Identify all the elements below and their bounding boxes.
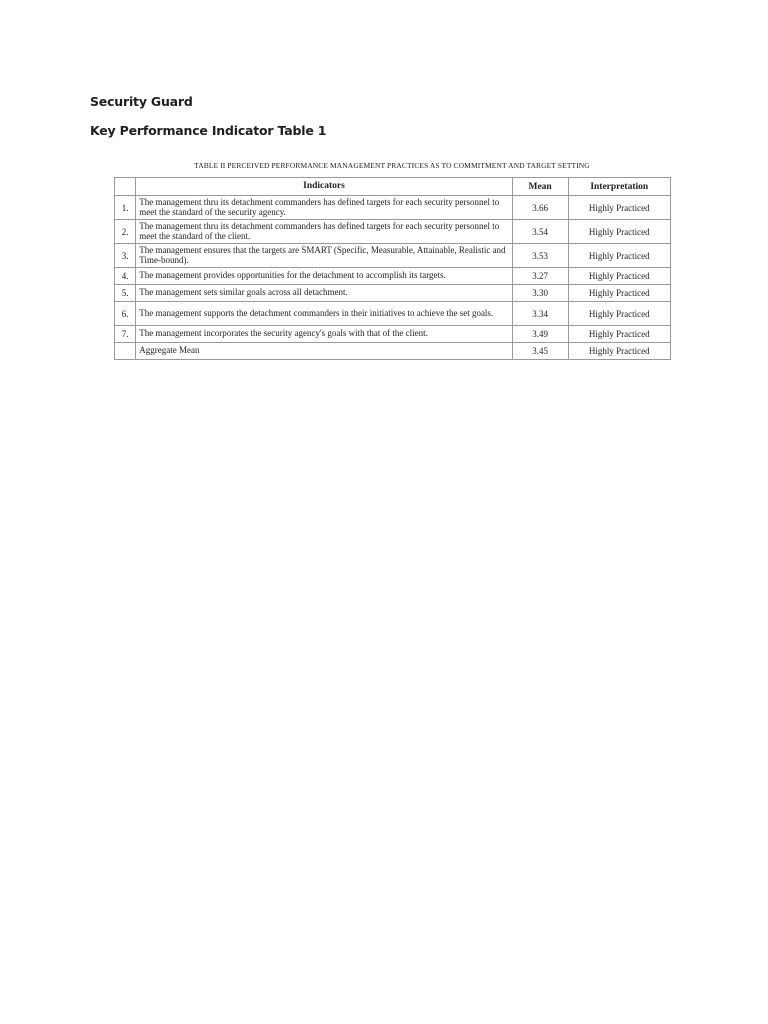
table-row bbox=[115, 244, 671, 268]
row-number: 2. bbox=[115, 220, 136, 244]
header-mean: Mean bbox=[512, 178, 568, 196]
row-interpretation: Highly Practiced bbox=[568, 196, 671, 220]
aggregate-row bbox=[115, 343, 671, 360]
table-row bbox=[115, 268, 671, 285]
kpi-table bbox=[114, 177, 671, 360]
row-mean: 3.30 bbox=[512, 285, 568, 302]
document-heading: Security Guard bbox=[90, 94, 193, 109]
row-mean: 3.66 bbox=[512, 196, 568, 220]
row-number: 6. bbox=[115, 302, 136, 326]
row-interpretation: Highly Practiced bbox=[568, 220, 671, 244]
row-indicator: The management ensures that the targets are SMART (Specific, Measurable, Attainable, Realistic and Time-bound). bbox=[136, 244, 512, 268]
aggregate-interpretation: Highly Practiced bbox=[568, 343, 671, 360]
table-row bbox=[115, 196, 671, 220]
row-number: 1. bbox=[115, 196, 136, 220]
row-mean: 3.27 bbox=[512, 268, 568, 285]
table-row bbox=[115, 220, 671, 244]
table-row bbox=[115, 302, 671, 326]
row-indicator: The management thru its detachment commanders has defined targets for each security personnel to meet the standard of the client. bbox=[136, 220, 512, 244]
row-mean: 3.54 bbox=[512, 220, 568, 244]
row-number: 5. bbox=[115, 285, 136, 302]
aggregate-mean: 3.45 bbox=[512, 343, 568, 360]
row-indicator: The management thru its detachment commanders has defined targets for each security personnel to meet the standard of the security agency. bbox=[136, 196, 512, 220]
row-number: 7. bbox=[115, 326, 136, 343]
row-number: 4. bbox=[115, 268, 136, 285]
row-interpretation: Highly Practiced bbox=[568, 244, 671, 268]
row-mean: 3.34 bbox=[512, 302, 568, 326]
aggregate-number-cell bbox=[115, 343, 136, 360]
row-number: 3. bbox=[115, 244, 136, 268]
row-interpretation: Highly Practiced bbox=[568, 302, 671, 326]
row-indicator: The management incorporates the security agency's goals with that of the client. bbox=[136, 326, 512, 343]
row-interpretation: Highly Practiced bbox=[568, 268, 671, 285]
document-subheading: Key Performance Indicator Table 1 bbox=[90, 123, 327, 138]
row-interpretation: Highly Practiced bbox=[568, 326, 671, 343]
row-mean: 3.53 bbox=[512, 244, 568, 268]
table-row bbox=[115, 326, 671, 343]
header-indicators: Indicators bbox=[136, 178, 512, 196]
row-indicator: The management sets similar goals across all detachment. bbox=[136, 285, 512, 302]
header-number bbox=[115, 178, 136, 196]
table-row bbox=[115, 285, 671, 302]
table-header-row bbox=[115, 178, 671, 196]
header-interpretation: Interpretation bbox=[568, 178, 671, 196]
table-caption: TABLE II PERCEIVED PERFORMANCE MANAGEMENT PRACTICES AS TO COMMITMENT AND TARGET SETTING bbox=[194, 161, 590, 170]
row-indicator: The management provides opportunities for the detachment to accomplish its targets. bbox=[136, 268, 512, 285]
row-interpretation: Highly Practiced bbox=[568, 285, 671, 302]
row-mean: 3.49 bbox=[512, 326, 568, 343]
aggregate-label: Aggregate Mean bbox=[136, 343, 512, 360]
row-indicator: The management supports the detachment commanders in their initiatives to achieve the set goals. bbox=[136, 302, 512, 326]
